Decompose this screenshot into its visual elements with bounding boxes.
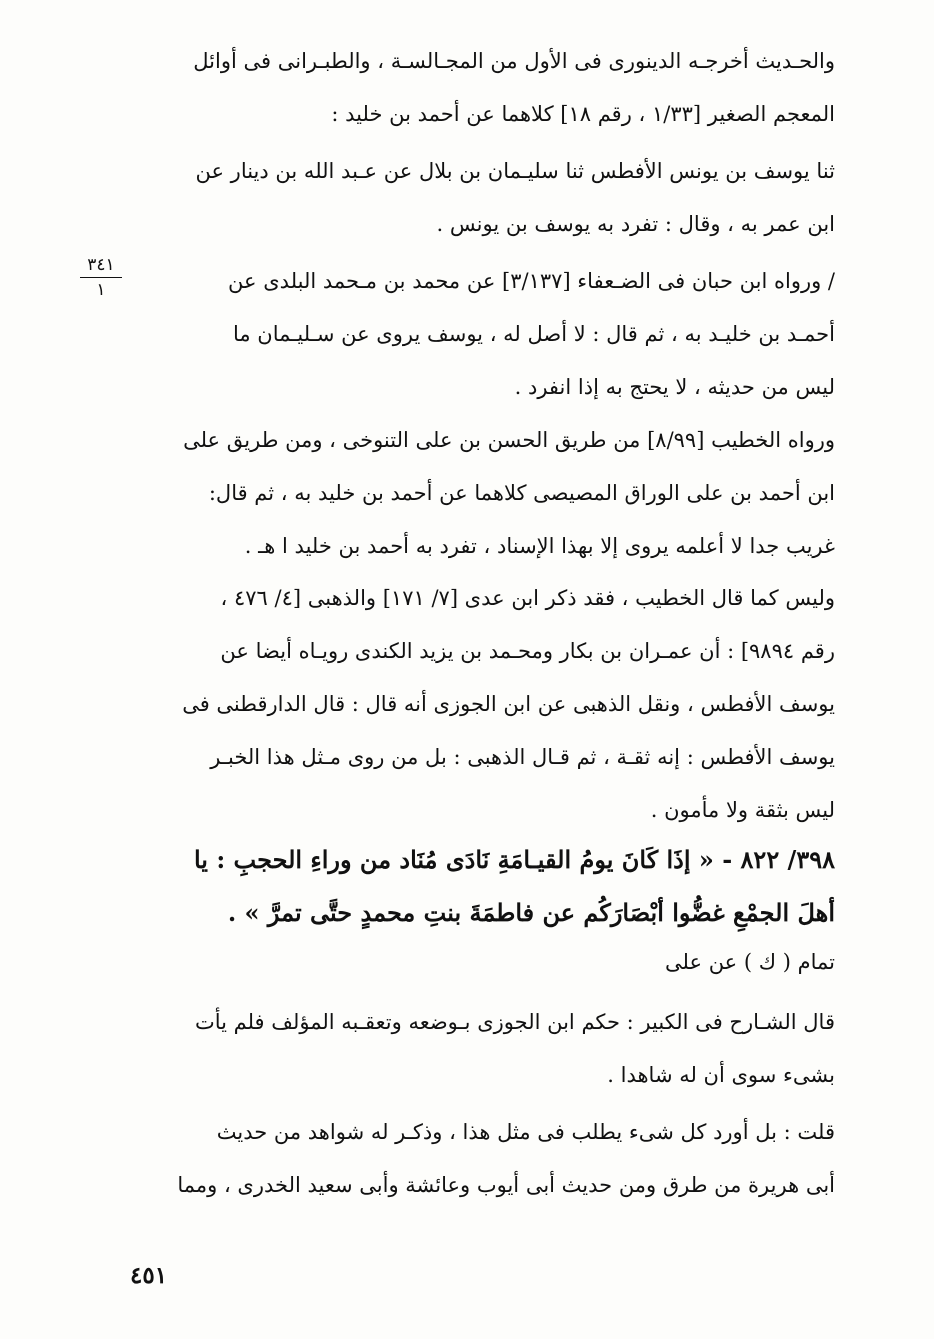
text-line: وليس كما قال الخطيب ، فقد ذكر ابن عدى [٧/ ١٧١] والذهبى [٤/ ٤٧٦ ،	[220, 586, 835, 610]
paragraph-2	[130, 145, 835, 251]
text-line: تمام ( ك ) عن على	[665, 950, 835, 974]
page-number: ٤٥١	[130, 1262, 168, 1289]
text-line: رقم ٩٨٩٤] : أن عمـران بن بكار ومحـمد بن يزيد الكندى رويـاه أيضا عن	[220, 639, 835, 663]
hadith-source	[130, 936, 835, 989]
text-line: بشىء سوى أن له شاهدا .	[607, 1063, 835, 1087]
margin-reference	[80, 255, 122, 300]
text-line: يوسف الأفطس : إنه ثقـة ، ثم قـال الذهبى : بل من روى مـثل هذا الخبـر	[210, 745, 835, 769]
paragraph-4	[130, 414, 835, 573]
text-line: ليس من حديثه ، لا يحتج به إذا انفرد .	[514, 375, 835, 399]
text-line: أحمـد بن خليـد به ، ثم قال : لا أصل له ، يوسف يروى عن سـليـمان ما	[232, 322, 835, 346]
paragraph-6	[130, 996, 835, 1102]
text-line: / ورواه ابن حبان فى الضـعفاء [٣/١٣٧] عن محمد بن مـحمد البلدى عن	[228, 269, 835, 293]
text-line: ثنا يوسف بن يونس الأفطس ثنا سليـمان بن بلال عن عـبد الله بن دينار عن	[195, 159, 835, 183]
paragraph-7	[130, 1106, 835, 1212]
hadith-text	[130, 833, 835, 939]
paragraph-3	[130, 255, 835, 414]
text-line: ابن عمر به ، وقال : تفرد به يوسف بن يونس .	[436, 212, 835, 236]
margin-reference-top: ٣٤١	[80, 255, 122, 278]
text-line: أبى هريرة من طرق ومن حديث أبى أيوب وعائشة وأبى سعيد الخدرى ، ومما	[177, 1173, 835, 1197]
text-line: والحـديث أخرجـه الدينورى فى الأول من المجـالسـة ، والطبـرانى فى أوائل	[193, 49, 835, 73]
text-line: ورواه الخطيب [٨/٩٩] من طريق الحسن بن على التنوخى ، ومن طريق على	[183, 428, 835, 452]
text-line: ليس بثقة ولا مأمون .	[650, 798, 835, 822]
text-line: أهلَ الجمْعِ غضُّوا أبْصَارَكُم عن فاطمَةَ بنتِ محمدٍ حتَّى تمرَّ » .	[227, 898, 835, 927]
text-line: غريب جدا لا أعلمه يروى إلا بهذا الإسناد ، تفرد به أحمد بن خليد ا هـ .	[244, 534, 835, 558]
text-line: ٣٩٨/ ٨٢٢ - « إذَا كَانَ يومُ القيـامَةِ نَادَى مُنَاد من وراءِ الحجبِ : يا	[193, 845, 835, 874]
text-line: قال الشـارح فى الكبير : حكم ابن الجوزى بـوضعه وتعقـبه المؤلف فلم يأت	[194, 1010, 835, 1034]
text-line: المعجم الصغير [١/٣٣ ، رقم ١٨] كلاهما عن أحمد بن خليد :	[331, 102, 835, 126]
text-line: يوسف الأفطس ، ونقل الذهبى عن ابن الجوزى أنه قال : قال الدارقطنى فى	[182, 692, 835, 716]
text-line: قلت : بل أورد كل شىء يطلب فى مثل هذا ، وذكـر له شواهد من حديث	[216, 1120, 835, 1144]
paragraph-5	[130, 572, 835, 837]
margin-reference-bottom: ١	[96, 280, 106, 300]
paragraph-1	[130, 35, 835, 141]
text-line: ابن أحمد بن على الوراق المصيصى كلاهما عن أحمد بن خليد به ، ثم قال:	[208, 481, 835, 505]
